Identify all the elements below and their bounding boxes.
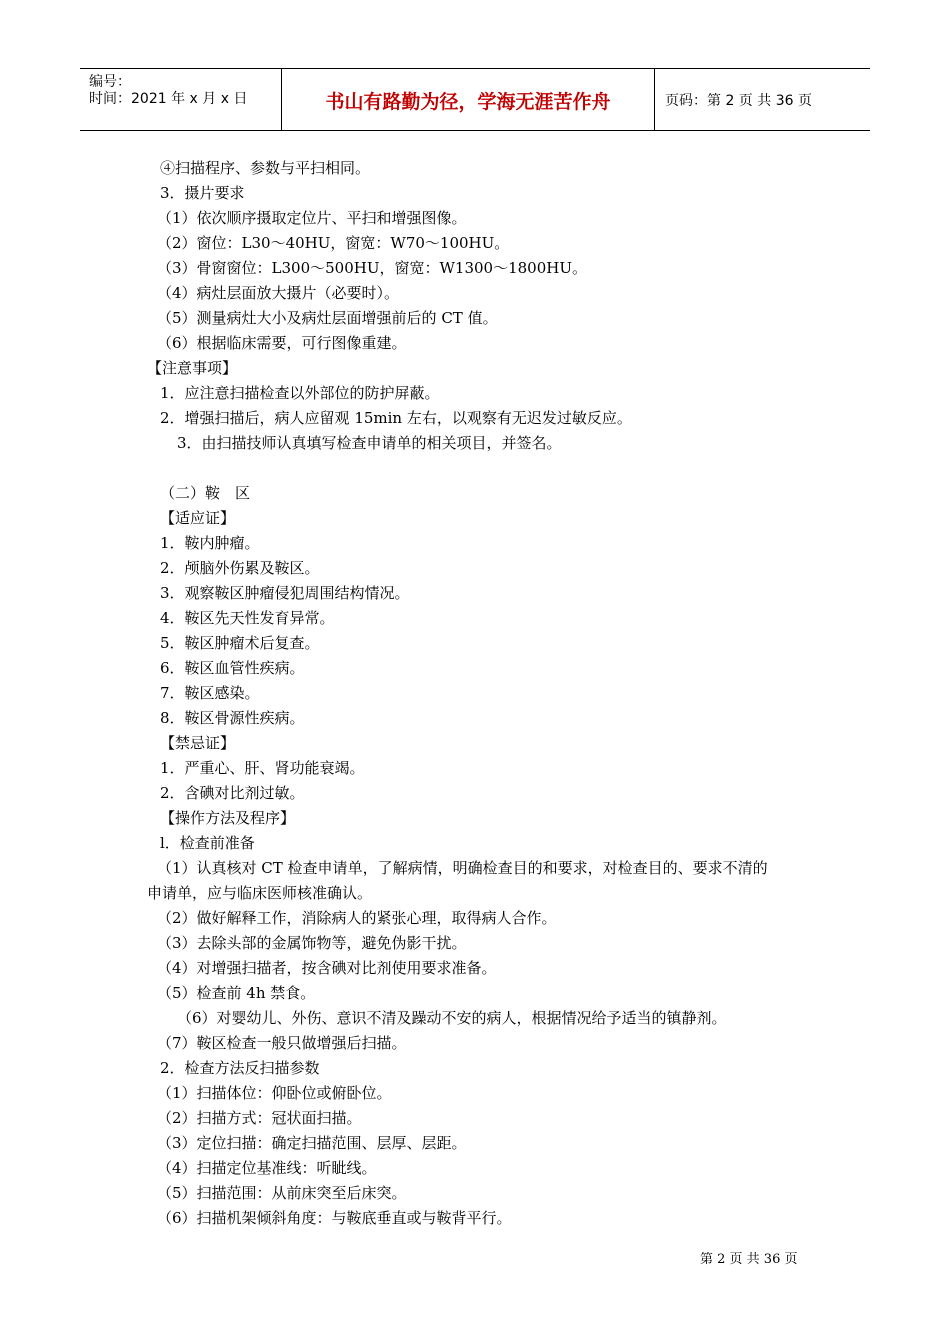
body-line: 1．应注意扫描检查以外部位的防护屏蔽。 bbox=[160, 384, 440, 402]
body-line: 3．观察鞍区肿瘤侵犯周围结构情况。 bbox=[160, 584, 410, 602]
page-header bbox=[80, 68, 870, 131]
body-line: 2．含碘对比剂过敏。 bbox=[160, 784, 305, 802]
header-page-info: 页码：第 2 页 共 36 页 bbox=[665, 93, 812, 109]
header-left-cell bbox=[80, 69, 282, 130]
body-line: 1．严重心、肝、肾功能衰竭。 bbox=[160, 759, 365, 777]
body-line: （7）鞍区检查一般只做增强后扫描。 bbox=[157, 1034, 407, 1052]
body-line: ④扫描程序、参数与平扫相同。 bbox=[160, 159, 371, 177]
body-line: （6）根据临床需要，可行图像重建。 bbox=[157, 334, 407, 352]
document-date: 时间：2021 年 x 月 x 日 bbox=[89, 91, 248, 107]
body-line: 1．鞍内肿瘤。 bbox=[160, 534, 260, 552]
header-motto-cell bbox=[282, 69, 655, 130]
body-line: 申请单，应与临床医师核准确认。 bbox=[147, 884, 373, 902]
body-line: （2）扫描方式：冠状面扫描。 bbox=[157, 1109, 362, 1127]
body-line: 2．检查方法反扫描参数 bbox=[160, 1059, 320, 1077]
body-line: （6）扫描机架倾斜角度：与鞍底垂直或与鞍背平行。 bbox=[157, 1209, 512, 1227]
body-line: （5）测量病灶大小及病灶层面增强前后的 CT 值。 bbox=[157, 309, 498, 327]
body-line: （1）扫描体位：仰卧位或俯卧位。 bbox=[157, 1084, 392, 1102]
header-page-cell bbox=[655, 69, 870, 130]
body-line: l．检查前准备 bbox=[160, 834, 255, 852]
body-line: （6）对婴幼儿、外伤、意识不清及躁动不安的病人，根据情况给予适当的镇静剂。 bbox=[177, 1009, 727, 1027]
body-line: 3．由扫描技师认真填写检查申请单的相关项目，并签名。 bbox=[177, 434, 562, 452]
body-line: 5．鞍区肿瘤术后复查。 bbox=[160, 634, 320, 652]
body-line: 2．颅脑外伤累及鞍区。 bbox=[160, 559, 320, 577]
body-line: （1）认真核对 CT 检查申请单，了解病情，明确检查目的和要求，对检查目的、要求不清的 bbox=[157, 859, 768, 877]
body-line: （2）窗位：L30～40HU，窗宽：W70～100HU。 bbox=[157, 234, 510, 252]
body-line: 3．摄片要求 bbox=[160, 184, 245, 202]
section-heading: 【注意事项】 bbox=[147, 359, 238, 377]
body-line: （5）扫描范围：从前床突至后床突。 bbox=[157, 1184, 407, 1202]
document-number-label: 编号： bbox=[89, 74, 131, 90]
body-line: （3）骨窗窗位：L300～500HU，窗宽：W1300～1800HU。 bbox=[157, 259, 587, 277]
body-line: （2）做好解释工作，消除病人的紧张心理，取得病人合作。 bbox=[157, 909, 557, 927]
body-line: 7．鞍区感染。 bbox=[160, 684, 260, 702]
page-footer: 第 2 页 共 36 页 bbox=[700, 1252, 798, 1267]
body-line: （1）依次顺序摄取定位片、平扫和增强图像。 bbox=[157, 209, 467, 227]
body-line: （4）病灶层面放大摄片（必要时）。 bbox=[157, 284, 400, 302]
section-heading: 【适应证】 bbox=[160, 509, 236, 527]
body-line: （5）检查前 4h 禁食。 bbox=[157, 984, 316, 1002]
body-line: （3）定位扫描：确定扫描范围、层厚、层距。 bbox=[157, 1134, 467, 1152]
body-line: 6．鞍区血管性疾病。 bbox=[160, 659, 305, 677]
body-line: 8．鞍区骨源性疾病。 bbox=[160, 709, 305, 727]
body-line: 2．增强扫描后，病人应留观 15min 左右，以观察有无迟发过敏反应。 bbox=[160, 409, 632, 427]
section-title: （二）鞍 区 bbox=[160, 484, 251, 502]
body-line: （3）去除头部的金属饰物等，避免伪影干扰。 bbox=[157, 934, 467, 952]
body-line: 4．鞍区先天性发育异常。 bbox=[160, 609, 335, 627]
header-motto: 书山有路勤为径，学海无涯苦作舟 bbox=[325, 91, 611, 113]
body-line: （4）对增强扫描者，按含碘对比剂使用要求准备。 bbox=[157, 959, 497, 977]
body-line: （4）扫描定位基准线：听眦线。 bbox=[157, 1159, 377, 1177]
section-heading: 【禁忌证】 bbox=[160, 734, 236, 752]
section-heading: 【操作方法及程序】 bbox=[160, 809, 296, 827]
